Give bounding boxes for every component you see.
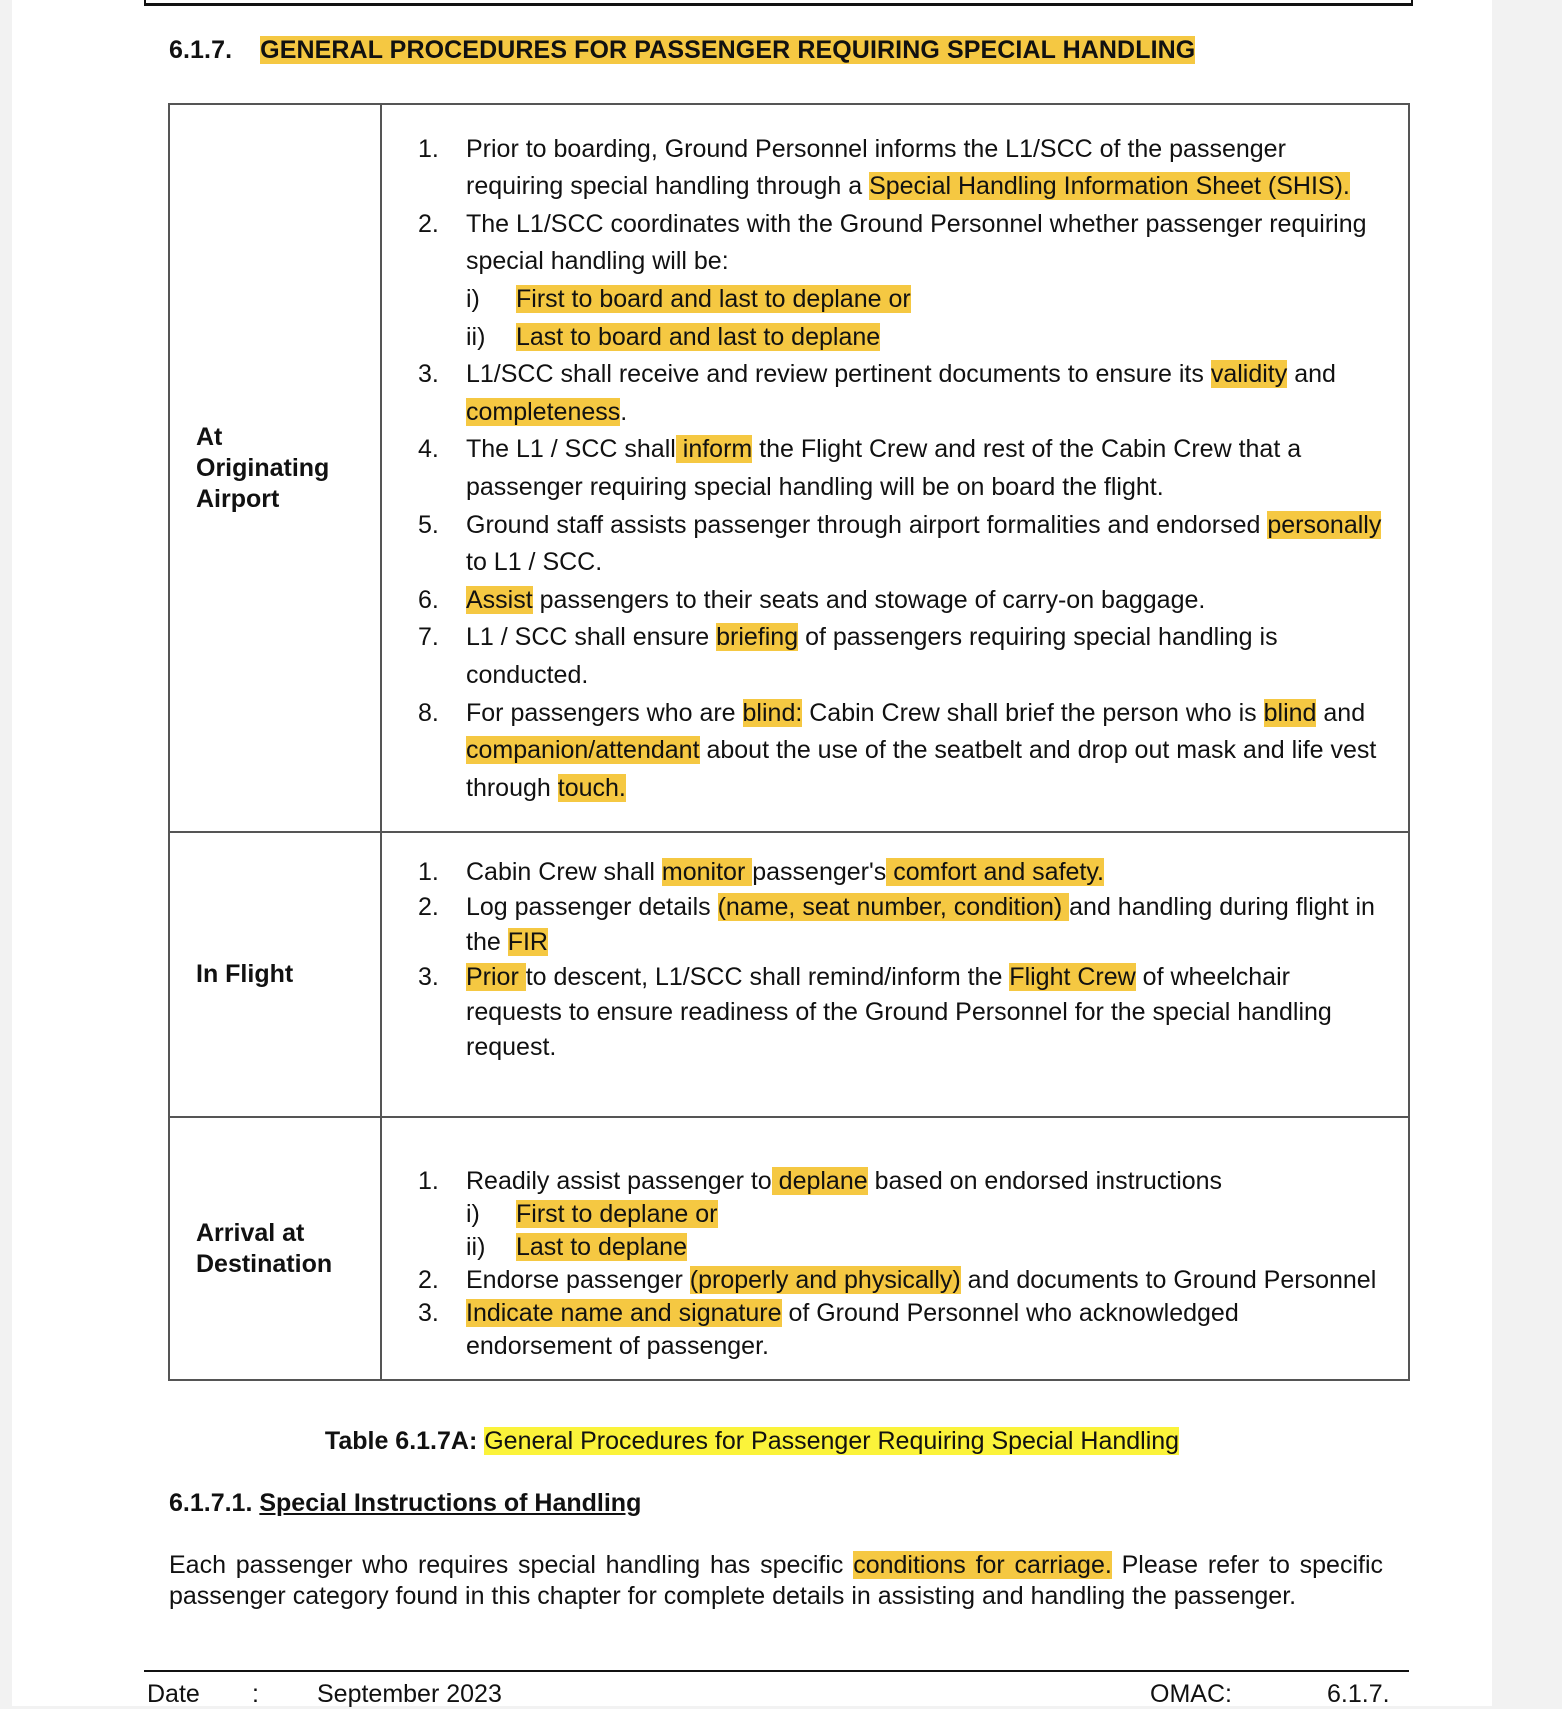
- paragraph-text: Each passenger who requires special handling has specific: [169, 1551, 854, 1579]
- step-text-part: Log passenger details: [466, 892, 718, 921]
- step-text: [466, 206, 1386, 356]
- step-text-part: the Flight Crew and rest of the Cabin Crew that a passenger requiring special handling will be on board the flight.: [466, 435, 1302, 501]
- step-number: 2.: [418, 1265, 439, 1294]
- highlighted-text: Special Handling Information Sheet (SHIS).: [869, 172, 1350, 201]
- step-number: 7.: [418, 623, 439, 652]
- subsection-number: 6.1.7.1.: [169, 1489, 253, 1517]
- step-number: 6.: [418, 585, 439, 614]
- highlighted-text: Assist: [466, 585, 533, 614]
- footer-date-value: September 2023: [317, 1680, 502, 1708]
- paragraph-text: Please refer to specific passenger category found in this chapter for complete details in assisting and handling the passenger.: [169, 1551, 1384, 1610]
- step-item: [382, 1264, 1408, 1297]
- steps-list: [382, 129, 1408, 808]
- step-text-part: to descent, L1/SCC shall remind/inform the: [525, 962, 1010, 991]
- step-text: [466, 582, 1386, 620]
- highlighted-text: blind:: [742, 698, 803, 727]
- step-text-part: The L1 / SCC shall: [466, 435, 676, 464]
- step-text: [466, 356, 1386, 431]
- section-title: GENERAL PROCEDURES FOR PASSENGER REQUIRING SPECIAL HANDLING: [260, 36, 1196, 64]
- section-number: 6.1.7.: [169, 36, 233, 64]
- step-number: 2.: [418, 209, 439, 238]
- highlighted-text: personally: [1267, 510, 1382, 539]
- top-rule: [144, 0, 1413, 6]
- step-text-part: .: [620, 397, 628, 426]
- step-text-part: Cabin Crew shall brief the person who is: [802, 698, 1264, 727]
- step-text-part: and: [1316, 698, 1366, 727]
- step-text: [466, 855, 1386, 890]
- highlighted-text: touch.: [557, 773, 626, 802]
- step-text-part: L1/SCC shall receive and review pertinent documents to ensure its: [466, 360, 1211, 389]
- highlighted-text: completeness: [466, 397, 621, 426]
- step-text-part: Prior to boarding, Ground Personnel informs the L1/SCC of the passenger requiring special handling through a: [466, 134, 1286, 201]
- step-text-part: of wheelchair requests to ensure readiness of the Ground Personnel for the special handling request.: [466, 962, 1332, 1061]
- step-text: [466, 507, 1386, 582]
- sub-item-marker: i): [466, 285, 480, 314]
- highlighted-text: Flight Crew: [1009, 962, 1136, 991]
- steps-cell: [381, 1117, 1409, 1380]
- body-paragraph: [169, 1550, 1383, 1612]
- step-item: [382, 582, 1408, 620]
- highlighted-text: Indicate name and signature: [466, 1298, 782, 1327]
- highlighted-text: blind: [1263, 698, 1317, 727]
- footer-doc-label: OMAC:: [1150, 1680, 1232, 1708]
- step-text: [466, 1297, 1386, 1363]
- step-number: 4.: [418, 435, 439, 464]
- highlighted-text: Prior: [466, 962, 526, 991]
- step-text-part: passenger's: [752, 857, 887, 886]
- step-item: [382, 1165, 1408, 1264]
- step-text-part: about the use of the seatbelt and drop out mask and life vest through: [466, 736, 1377, 802]
- step-item: [382, 356, 1408, 431]
- step-text: [466, 1264, 1386, 1297]
- step-text-part: and: [1287, 360, 1336, 389]
- step-number: 3.: [418, 962, 439, 991]
- step-text-part: Ground staff assists passenger through airport formalities and endorsed: [466, 510, 1268, 539]
- step-number: 2.: [418, 892, 439, 921]
- section-heading: [169, 36, 1195, 65]
- step-item: [382, 890, 1408, 960]
- sub-item-marker: ii): [466, 322, 486, 351]
- table-row: [169, 832, 1409, 1117]
- step-number: 8.: [418, 698, 439, 727]
- footer-colon: :: [252, 1680, 259, 1708]
- steps-list: [382, 1135, 1408, 1363]
- step-text-part: The L1/SCC coordinates with the Ground Personnel whether passenger requiring special handling will be:: [466, 209, 1367, 276]
- step-text-part: and documents to Ground Personnel: [960, 1265, 1377, 1294]
- step-text-part: to L1 / SCC.: [466, 548, 603, 577]
- step-number: 1.: [418, 857, 439, 886]
- phase-cell: [169, 1117, 381, 1380]
- step-text: [466, 131, 1386, 206]
- highlighted-text: (properly and physically): [689, 1265, 961, 1294]
- step-item: [382, 855, 1408, 890]
- footer-date-label: Date: [147, 1680, 200, 1708]
- step-text-part: Cabin Crew shall: [466, 857, 662, 886]
- phase-label: Arrival at Destination: [196, 1218, 333, 1278]
- sub-item: [466, 319, 1386, 357]
- sub-item: [466, 1231, 1386, 1264]
- footer-rule: [144, 1670, 1409, 1672]
- step-item: [382, 431, 1408, 506]
- sub-item-text: Last to deplane: [516, 1232, 687, 1261]
- step-item: [382, 960, 1408, 1065]
- step-text: [466, 890, 1386, 960]
- step-text-part: For passengers who are: [466, 698, 743, 727]
- paragraph-highlight: conditions for carriage.: [853, 1551, 1112, 1579]
- steps-list: [382, 855, 1408, 1095]
- phase-label: At Originating Airport: [196, 422, 330, 513]
- step-text-part: and handling during flight in the: [466, 892, 1375, 956]
- sub-item-text: Last to board and last to deplane: [516, 322, 881, 351]
- highlighted-text: briefing: [716, 623, 799, 652]
- step-item: [382, 619, 1408, 694]
- document-page: [12, 0, 1492, 1706]
- highlighted-text: FIR: [507, 927, 548, 956]
- sub-item: [466, 281, 1386, 319]
- table-row: [169, 1117, 1409, 1380]
- step-text-part: of Ground Personnel who acknowledged endorsement of passenger.: [466, 1298, 1239, 1360]
- step-number: 1.: [418, 134, 439, 163]
- highlighted-text: deplane: [771, 1166, 868, 1195]
- footer-doc-value: 6.1.7.: [1327, 1680, 1390, 1708]
- procedures-table: [168, 103, 1410, 1381]
- step-text: [466, 960, 1386, 1065]
- table-row: [169, 104, 1409, 832]
- step-text-part: based on endorsed instructions: [867, 1166, 1223, 1195]
- step-text: [466, 619, 1386, 694]
- step-number: 3.: [418, 1298, 439, 1327]
- sub-item-marker: ii): [466, 1232, 486, 1261]
- step-text: [466, 431, 1386, 506]
- step-item: [382, 131, 1408, 206]
- sub-item-text: First to deplane or: [516, 1199, 718, 1228]
- step-item: [382, 695, 1408, 808]
- step-text-part: L1 / SCC shall ensure: [466, 623, 717, 652]
- step-number: 3.: [418, 360, 439, 389]
- table-caption: [12, 1427, 1492, 1456]
- highlighted-text: validity: [1210, 360, 1288, 389]
- step-text: [466, 695, 1386, 808]
- caption-label: Table 6.1.7A:: [324, 1427, 478, 1455]
- step-number: 5.: [418, 510, 439, 539]
- step-item: [382, 206, 1408, 356]
- sub-item-marker: i): [466, 1199, 480, 1228]
- highlighted-text: comfort and safety.: [886, 857, 1104, 886]
- phase-cell: [169, 832, 381, 1117]
- steps-cell: [381, 104, 1409, 832]
- highlighted-text: companion/attendant: [466, 736, 700, 765]
- phase-cell: [169, 104, 381, 832]
- step-number: 1.: [418, 1166, 439, 1195]
- phase-label: In Flight: [196, 960, 294, 988]
- caption-text: General Procedures for Passenger Requiring Special Handling: [484, 1427, 1180, 1455]
- steps-cell: [381, 832, 1409, 1117]
- subsection-title: Special Instructions of Handling: [259, 1489, 642, 1517]
- sub-item: [466, 1198, 1386, 1231]
- subsection-heading: [169, 1489, 641, 1518]
- step-text-part: Endorse passenger: [466, 1265, 690, 1294]
- step-item: [382, 1297, 1408, 1363]
- highlighted-text: inform: [675, 435, 753, 464]
- highlighted-text: (name, seat number, condition): [717, 892, 1070, 921]
- step-text-part: Readily assist passenger to: [466, 1166, 772, 1195]
- sub-item-text: First to board and last to deplane or: [516, 285, 911, 314]
- step-text-part: of passengers requiring special handling is conducted.: [466, 623, 1278, 689]
- step-text: [466, 1165, 1386, 1264]
- step-item: [382, 507, 1408, 582]
- highlighted-text: monitor: [661, 857, 753, 886]
- step-text-part: passengers to their seats and stowage of carry-on baggage.: [532, 585, 1206, 614]
